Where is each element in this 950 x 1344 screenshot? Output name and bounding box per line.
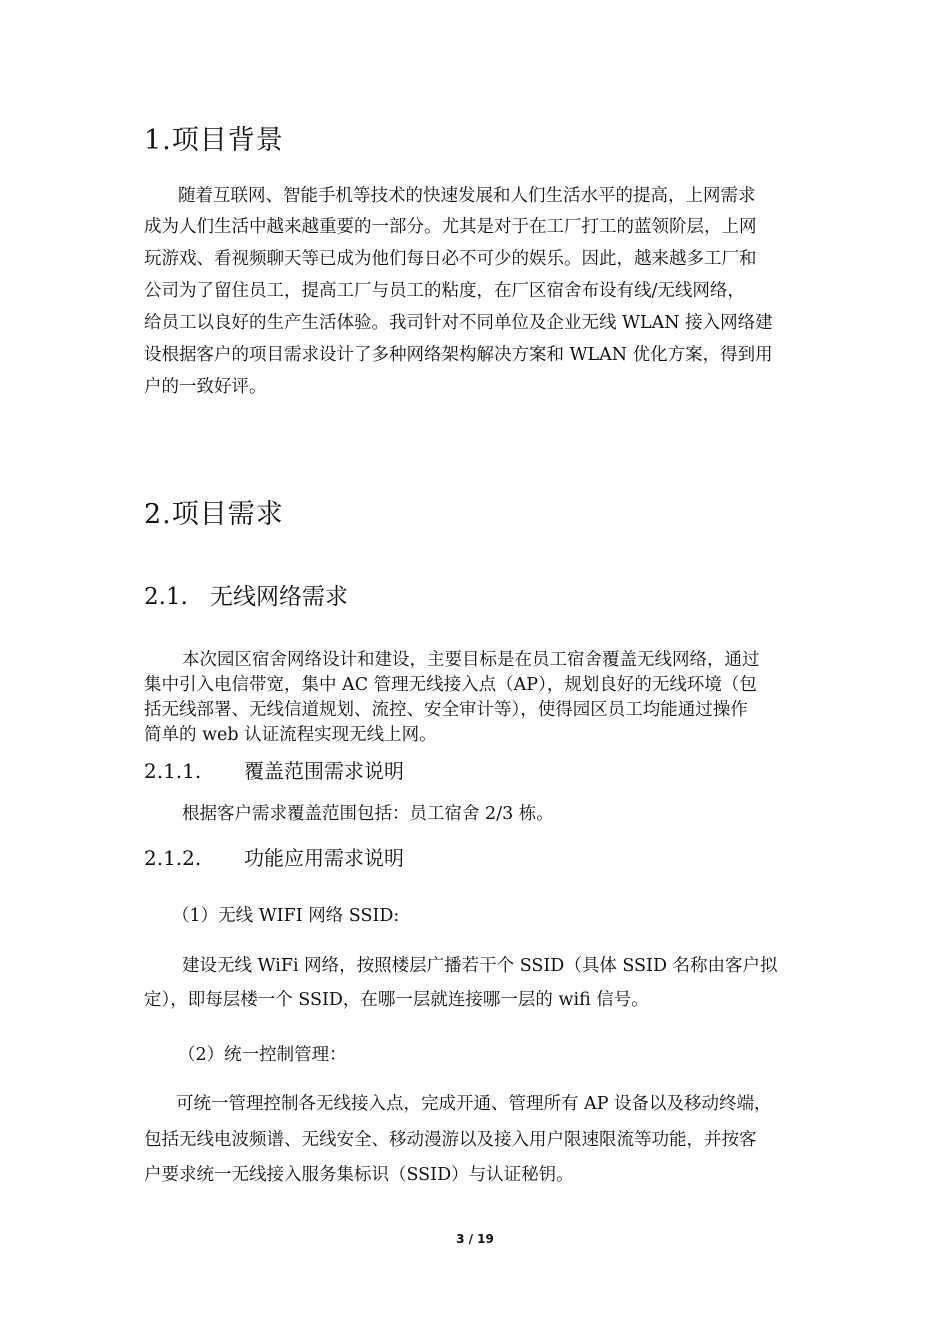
paragraph-line: 户要求统一无线接入服务集标识（SSID）与认证秘钥。 xyxy=(144,1165,574,1185)
paragraph-line: 包括无线电波频谱、无线安全、移动漫游以及接入用户限速限流等功能，并按客 xyxy=(144,1130,757,1150)
paragraph-line: 户的一致好评。 xyxy=(144,377,267,397)
paragraph-line: 定），即每层楼一个 SSID，在哪一层就连接哪一层的 wifi 信号。 xyxy=(144,990,649,1010)
heading-number: 2.1. xyxy=(144,584,188,610)
heading-text: 项目背景 xyxy=(171,125,284,156)
heading-project-requirements xyxy=(144,492,284,531)
heading-text: 覆盖范围需求说明 xyxy=(244,759,404,783)
list-item-title-ssid: （1）无线 WIFI 网络 SSID: xyxy=(172,906,400,926)
paragraph-coverage-scope: 根据客户需求覆盖范围包括：员工宿舍 2/3 栋。 xyxy=(182,804,554,824)
heading-coverage-scope xyxy=(144,755,404,784)
paragraph-line: 简单的 web 认证流程实现无线上网。 xyxy=(144,725,437,745)
list-item-title-unified-control: （2）统一控制管理： xyxy=(178,1045,347,1065)
paragraph-line: 设根据客户的项目需求设计了多种网络架构解决方案和 WLAN 优化方案，得到用 xyxy=(144,345,773,365)
paragraph-line: 建设无线 WiFi 网络，按照楼层广播若干个 SSID（具体 SSID 名称由客户拟 xyxy=(182,956,778,976)
paragraph-line: 可统一管理控制各无线接入点，完成开通、管理所有 AP 设备以及移动终端， xyxy=(176,1094,772,1114)
paragraph-line: 随着互联网、智能手机等技术的快速发展和人们生活水平的提高，上网需求 xyxy=(178,186,756,206)
heading-wireless-requirements xyxy=(144,578,348,611)
heading-number: 2. xyxy=(144,499,172,530)
paragraph-line: 玩游戏、看视频聊天等已成为他们每日必不可少的娱乐。因此，越来越多工厂和 xyxy=(144,249,757,269)
heading-number: 2.1.2. xyxy=(144,846,202,870)
heading-text: 无线网络需求 xyxy=(210,584,348,610)
heading-project-background xyxy=(144,118,284,157)
paragraph-line: 公司为了留住员工，提高工厂与员工的粘度，在厂区宿舍布设有线/无线网络， xyxy=(144,281,745,301)
heading-function-requirements xyxy=(144,842,404,871)
paragraph-line: 本次园区宿舍网络设计和建设，主要目标是在员工宿舍覆盖无线网络，通过 xyxy=(182,650,760,670)
heading-number: 2.1.1. xyxy=(144,759,202,783)
paragraph-line: 成为人们生活中越来越重要的一部分。尤其是对于在工厂打工的蓝领阶层，上网 xyxy=(144,217,757,237)
heading-text: 项目需求 xyxy=(171,499,284,530)
heading-number: 1. xyxy=(144,125,172,156)
paragraph-line: 给员工以良好的生产生活体验。我司针对不同单位及企业无线 WLAN 接入网络建 xyxy=(144,313,773,333)
heading-text: 功能应用需求说明 xyxy=(244,846,404,870)
paragraph-line: 集中引入电信带宽，集中 AC 管理无线接入点（AP），规划良好的无线环境（包 xyxy=(144,675,757,695)
page-number: 3 / 19 xyxy=(456,1232,494,1246)
paragraph-line: 括无线部署、无线信道规划、流控、安全审计等），使得园区员工均能通过操作 xyxy=(144,700,748,720)
